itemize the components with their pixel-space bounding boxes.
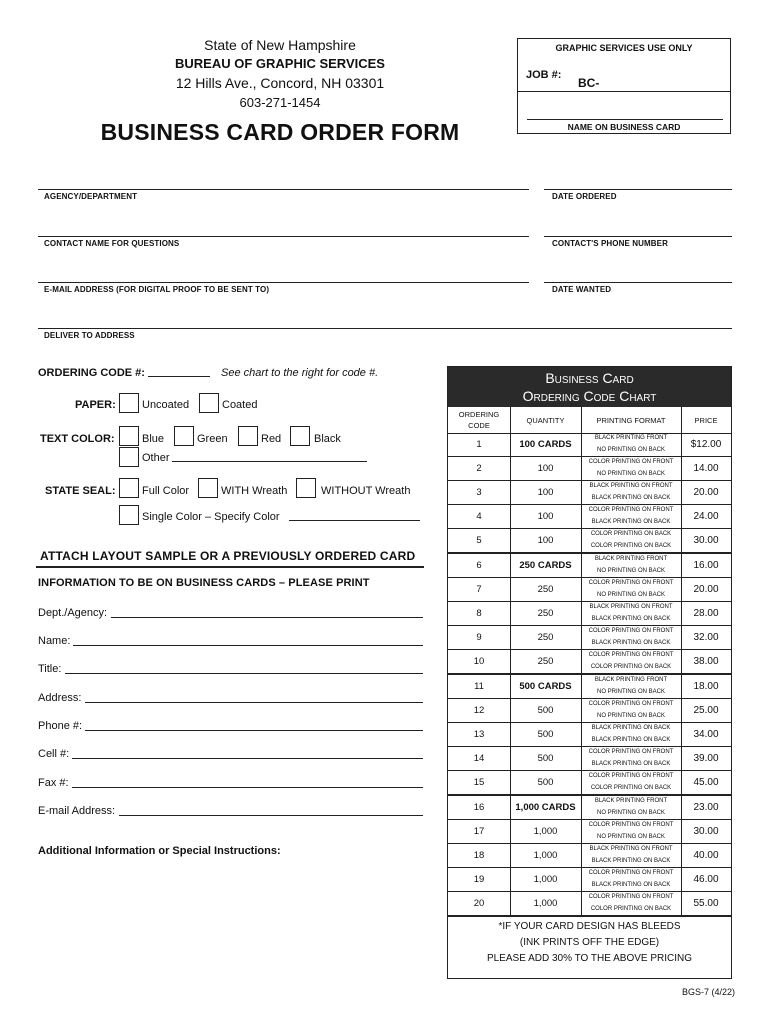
row-quantity: 1,000 — [533, 826, 558, 837]
row-code: 18 — [473, 850, 485, 861]
bleed-note-line3: PLEASE ADD 30% TO THE ABOVE PRICING — [486, 953, 693, 964]
row-price: 55.00 — [693, 898, 719, 909]
color-red-label: Red — [261, 433, 282, 445]
row-price: 32.00 — [693, 632, 719, 643]
color-green-checkbox[interactable] — [174, 426, 194, 446]
deliver-to-field[interactable] — [38, 328, 732, 329]
row-format — [581, 820, 681, 843]
row-price: 45.00 — [693, 777, 719, 788]
row-format — [581, 578, 681, 601]
row-format — [581, 505, 681, 528]
row-format-back: BLACK PRINTING ON BACK — [591, 760, 671, 767]
email-label: E-MAIL ADDRESS (FOR DIGITAL PROOF TO BE SENT TO) — [44, 285, 270, 294]
row-price: 24.00 — [693, 511, 719, 522]
row-format-front: BLACK PRINTING ON BACK — [591, 725, 671, 731]
row-code: 19 — [473, 874, 485, 885]
row-code: 15 — [473, 777, 485, 788]
row-price: 25.00 — [693, 705, 719, 716]
row-price: $12.00 — [690, 439, 722, 450]
color-black-checkbox[interactable] — [290, 426, 310, 446]
row-format-front: COLOR PRINTING ON FRONT — [588, 822, 674, 828]
row-format-front: BLACK PRINTING FRONT — [594, 435, 668, 441]
date-ordered-label: DATE ORDERED — [552, 192, 617, 201]
chart-column-headers — [448, 407, 731, 434]
table-row — [448, 723, 731, 747]
header-phone: 603-271-1454 — [239, 95, 321, 110]
row-format — [581, 602, 681, 625]
table-row — [448, 554, 731, 578]
ordering-code-hint: See chart to the right for code #. — [221, 367, 379, 379]
row-format-back: BLACK PRINTING ON BACK — [591, 881, 671, 888]
col-quantity: QUANTITY — [526, 415, 565, 425]
row-format-front: COLOR PRINTING ON FRONT — [588, 459, 674, 465]
row-quantity: 100 — [537, 487, 554, 498]
name-label: Name: — [38, 635, 71, 647]
paper-coated-checkbox[interactable] — [199, 393, 219, 413]
row-format-back: BLACK PRINTING ON BACK — [591, 736, 671, 743]
row-quantity: 100 — [537, 535, 554, 546]
additional-info-label: Additional Information or Special Instructions: — [38, 845, 281, 857]
seal-full-color-checkbox[interactable] — [119, 478, 139, 498]
row-format — [581, 796, 681, 819]
row-format-front: COLOR PRINTING ON FRONT — [588, 580, 674, 586]
row-format-back: BLACK PRINTING ON BACK — [591, 639, 671, 646]
attach-layout-title: ATTACH LAYOUT SAMPLE OR A PREVIOUSLY ORDERED CARD — [40, 549, 416, 563]
row-code: 3 — [476, 487, 482, 498]
row-format-front: COLOR PRINTING ON FRONT — [588, 870, 674, 876]
row-code: 8 — [476, 608, 482, 619]
phone-field[interactable] — [85, 730, 423, 731]
row-format-front: COLOR PRINTING ON FRONT — [588, 507, 674, 513]
phone-label: Phone #: — [38, 720, 83, 732]
row-code: 10 — [473, 656, 485, 667]
chart-title-line1: Business Card — [545, 370, 634, 386]
seal-with-wreath-checkbox[interactable] — [198, 478, 218, 498]
row-format-front: COLOR PRINTING ON FRONT — [588, 749, 674, 755]
contact-phone-label: CONTACT'S PHONE NUMBER — [552, 239, 668, 248]
row-quantity: 500 CARDS — [519, 681, 572, 692]
address-label: Address: — [38, 692, 82, 704]
chart-title-line2: Ordering Code Chart — [522, 388, 657, 404]
ordering-code-label: ORDERING CODE #: — [38, 367, 145, 379]
name-on-card-field[interactable] — [527, 119, 723, 120]
header-address: 12 Hills Ave., Concord, NH 03301 — [175, 75, 385, 91]
row-format-back: NO PRINTING ON BACK — [596, 712, 665, 719]
row-format — [581, 699, 681, 722]
seal-without-wreath-checkbox[interactable] — [296, 478, 316, 498]
col-ordering-code: ORDERING CODE — [458, 410, 500, 430]
ordering-code-chart — [447, 366, 732, 979]
color-black-label: Black — [314, 433, 341, 445]
table-row — [448, 602, 731, 626]
row-quantity: 500 — [537, 753, 554, 764]
contact-name-field[interactable] — [38, 236, 529, 237]
row-format-front: COLOR PRINTING ON FRONT — [588, 773, 674, 779]
row-format-back: NO PRINTING ON BACK — [596, 688, 665, 695]
row-quantity: 1,000 CARDS — [515, 802, 576, 813]
seal-specify-color-field[interactable] — [289, 520, 420, 521]
email-address-label: E-mail Address: — [38, 805, 116, 817]
table-row — [448, 771, 731, 796]
color-blue-checkbox[interactable] — [119, 426, 139, 446]
state-seal-label: STATE SEAL: — [45, 485, 116, 497]
table-row — [448, 796, 731, 820]
col-price: PRICE — [694, 415, 718, 425]
row-format-front: COLOR PRINTING ON FRONT — [588, 701, 674, 707]
date-wanted-label: DATE WANTED — [552, 285, 612, 294]
row-format-back: BLACK PRINTING ON BACK — [591, 615, 671, 622]
row-format-back: NO PRINTING ON BACK — [596, 446, 665, 453]
row-code: 16 — [473, 802, 485, 813]
divider — [36, 566, 424, 568]
table-row — [448, 626, 731, 650]
row-price: 20.00 — [693, 584, 719, 595]
row-format — [581, 457, 681, 480]
form-code: BGS-7 (4/22) — [682, 987, 736, 997]
row-format — [581, 433, 681, 456]
row-price: 34.00 — [693, 729, 719, 740]
row-quantity: 250 — [537, 656, 554, 667]
name-field[interactable] — [73, 645, 423, 646]
table-row — [448, 457, 731, 481]
row-quantity: 250 CARDS — [519, 560, 572, 571]
ordering-code-field[interactable] — [148, 376, 210, 377]
graphic-services-box — [517, 38, 731, 134]
table-row — [448, 699, 731, 723]
cell-field[interactable] — [72, 758, 423, 759]
paper-uncoated-checkbox[interactable] — [119, 393, 139, 413]
paper-label: PAPER: — [75, 399, 116, 411]
row-format — [581, 868, 681, 891]
table-row — [448, 650, 731, 675]
row-code: 1 — [476, 439, 482, 450]
row-format-front: BLACK PRINTING FRONT — [594, 677, 668, 683]
contact-phone-field[interactable] — [544, 236, 732, 237]
row-format — [581, 650, 681, 673]
table-row — [448, 820, 731, 844]
row-price: 40.00 — [693, 850, 719, 861]
header-bureau: BUREAU OF GRAPHIC SERVICES — [175, 56, 385, 71]
table-row — [448, 529, 731, 554]
seal-single-color-label: Single Color – Specify Color — [142, 511, 280, 523]
fax-label: Fax #: — [38, 777, 69, 789]
email-address-field[interactable] — [119, 815, 423, 816]
row-format-front: BLACK PRINTING ON FRONT — [589, 846, 673, 852]
table-row — [448, 844, 731, 868]
row-quantity: 100 — [537, 463, 554, 474]
row-format-back: COLOR PRINTING ON BACK — [590, 542, 672, 549]
row-quantity: 1,000 — [533, 874, 558, 885]
row-format — [581, 675, 681, 698]
row-code: 4 — [476, 511, 482, 522]
row-format — [581, 892, 681, 915]
row-code: 13 — [473, 729, 485, 740]
chart-header — [448, 367, 731, 407]
date-ordered-field[interactable] — [544, 189, 732, 190]
title-label: Title: — [38, 663, 62, 675]
row-code: 17 — [473, 826, 485, 837]
row-quantity: 500 — [537, 705, 554, 716]
seal-with-wreath-label: WITH Wreath — [221, 485, 288, 497]
text-color-label: TEXT COLOR: — [40, 433, 115, 445]
row-quantity: 500 — [537, 777, 554, 788]
table-row — [448, 892, 731, 917]
address-field[interactable] — [85, 702, 423, 703]
seal-full-color-label: Full Color — [142, 485, 190, 497]
row-price: 30.00 — [693, 535, 719, 546]
bleed-note-line2: (INK PRINTS OFF THE EDGE) — [519, 937, 660, 948]
table-row — [448, 868, 731, 892]
row-format-back: COLOR PRINTING ON BACK — [590, 905, 672, 912]
row-format-back: NO PRINTING ON BACK — [596, 567, 665, 574]
page-title: BUSINESS CARD ORDER FORM — [100, 119, 460, 145]
table-row — [448, 481, 731, 505]
name-on-card-label: NAME ON BUSINESS CARD — [567, 122, 681, 132]
row-quantity: 100 — [537, 511, 554, 522]
row-code: 9 — [476, 632, 482, 643]
date-wanted-field[interactable] — [544, 282, 732, 283]
row-quantity: 100 CARDS — [519, 439, 572, 450]
row-format — [581, 626, 681, 649]
row-format-back: NO PRINTING ON BACK — [596, 470, 665, 477]
row-format-back: NO PRINTING ON BACK — [596, 809, 665, 816]
paper-coated-label: Coated — [222, 399, 258, 411]
row-format-front: BLACK PRINTING FRONT — [594, 556, 668, 562]
dept-agency-field[interactable] — [111, 617, 423, 618]
row-price: 20.00 — [693, 487, 719, 498]
row-price: 46.00 — [693, 874, 719, 885]
row-format-front: COLOR PRINTING ON FRONT — [588, 652, 674, 658]
row-format-back: BLACK PRINTING ON BACK — [591, 857, 671, 864]
job-number-prefix: BC- — [578, 76, 600, 90]
color-red-checkbox[interactable] — [238, 426, 258, 446]
job-number-label: JOB #: — [526, 69, 562, 81]
info-title: INFORMATION TO BE ON BUSINESS CARDS – PLEASE PRINT — [38, 577, 370, 589]
row-quantity: 1,000 — [533, 898, 558, 909]
row-code: 6 — [476, 560, 482, 571]
paper-uncoated-label: Uncoated — [142, 399, 190, 411]
seal-single-color-checkbox[interactable] — [119, 505, 139, 525]
row-format-front: BLACK PRINTING FRONT — [594, 798, 668, 804]
color-other-field[interactable] — [172, 461, 367, 462]
dept-agency-label: Dept./Agency: — [38, 607, 108, 619]
row-format-back: COLOR PRINTING ON BACK — [590, 663, 672, 670]
header-state: State of New Hampshire — [204, 37, 356, 53]
row-format-back: COLOR PRINTING ON BACK — [590, 784, 672, 791]
row-format — [581, 771, 681, 794]
row-quantity: 500 — [537, 729, 554, 740]
row-format-front: BLACK PRINTING ON FRONT — [589, 604, 673, 610]
row-code: 2 — [476, 463, 482, 474]
deliver-to-label: DELIVER TO ADDRESS — [44, 331, 135, 340]
row-format-front: COLOR PRINTING ON BACK — [590, 531, 672, 537]
row-code: 5 — [476, 535, 482, 546]
row-price: 30.00 — [693, 826, 719, 837]
title-field[interactable] — [65, 673, 423, 674]
table-row — [448, 433, 731, 457]
email-field[interactable] — [38, 282, 529, 283]
fax-field[interactable] — [72, 787, 423, 788]
table-row — [448, 505, 731, 529]
row-price: 28.00 — [693, 608, 719, 619]
row-quantity: 250 — [537, 608, 554, 619]
row-format-back: NO PRINTING ON BACK — [596, 591, 665, 598]
row-format — [581, 723, 681, 746]
table-row — [448, 747, 731, 771]
row-code: 14 — [473, 753, 485, 764]
color-other-label: Other — [142, 452, 170, 464]
cell-label: Cell #: — [38, 748, 70, 760]
table-row — [448, 578, 731, 602]
row-code: 11 — [474, 681, 484, 692]
divider — [518, 91, 730, 92]
row-format-front: COLOR PRINTING ON FRONT — [588, 628, 674, 634]
row-format — [581, 481, 681, 504]
row-price: 23.00 — [693, 802, 719, 813]
row-price: 38.00 — [693, 656, 719, 667]
row-format-front: BLACK PRINTING ON FRONT — [589, 483, 673, 489]
color-other-checkbox[interactable] — [119, 447, 139, 467]
table-row — [448, 675, 731, 699]
row-code: 20 — [473, 898, 485, 909]
graphic-services-title: GRAPHIC SERVICES USE ONLY — [555, 43, 693, 53]
row-format-back: BLACK PRINTING ON BACK — [591, 518, 671, 525]
col-printing-format: PRINTING FORMAT — [596, 415, 666, 425]
row-price: 14.00 — [693, 463, 719, 474]
row-quantity: 250 — [537, 584, 554, 595]
agency-field[interactable] — [38, 189, 529, 190]
row-format — [581, 747, 681, 770]
bleed-note-line1: *IF YOUR CARD DESIGN HAS BLEEDS — [498, 921, 681, 932]
row-price: 16.00 — [693, 560, 719, 571]
row-format-back: NO PRINTING ON BACK — [596, 833, 665, 840]
row-format — [581, 844, 681, 867]
color-green-label: Green — [197, 433, 228, 445]
contact-name-label: CONTACT NAME FOR QUESTIONS — [44, 239, 180, 248]
row-quantity: 250 — [537, 632, 554, 643]
seal-without-wreath-label: WITHOUT Wreath — [321, 485, 411, 497]
bleed-note — [448, 919, 731, 967]
row-quantity: 1,000 — [533, 850, 558, 861]
color-blue-label: Blue — [142, 433, 165, 445]
row-format-front: COLOR PRINTING ON FRONT — [588, 894, 674, 900]
row-code: 12 — [473, 705, 485, 716]
row-format — [581, 554, 681, 577]
row-format — [581, 529, 681, 552]
row-code: 7 — [476, 584, 482, 595]
row-format-back: BLACK PRINTING ON BACK — [591, 494, 671, 501]
row-price: 18.00 — [693, 681, 719, 692]
row-price: 39.00 — [693, 753, 719, 764]
agency-label: AGENCY/DEPARTMENT — [44, 192, 138, 201]
